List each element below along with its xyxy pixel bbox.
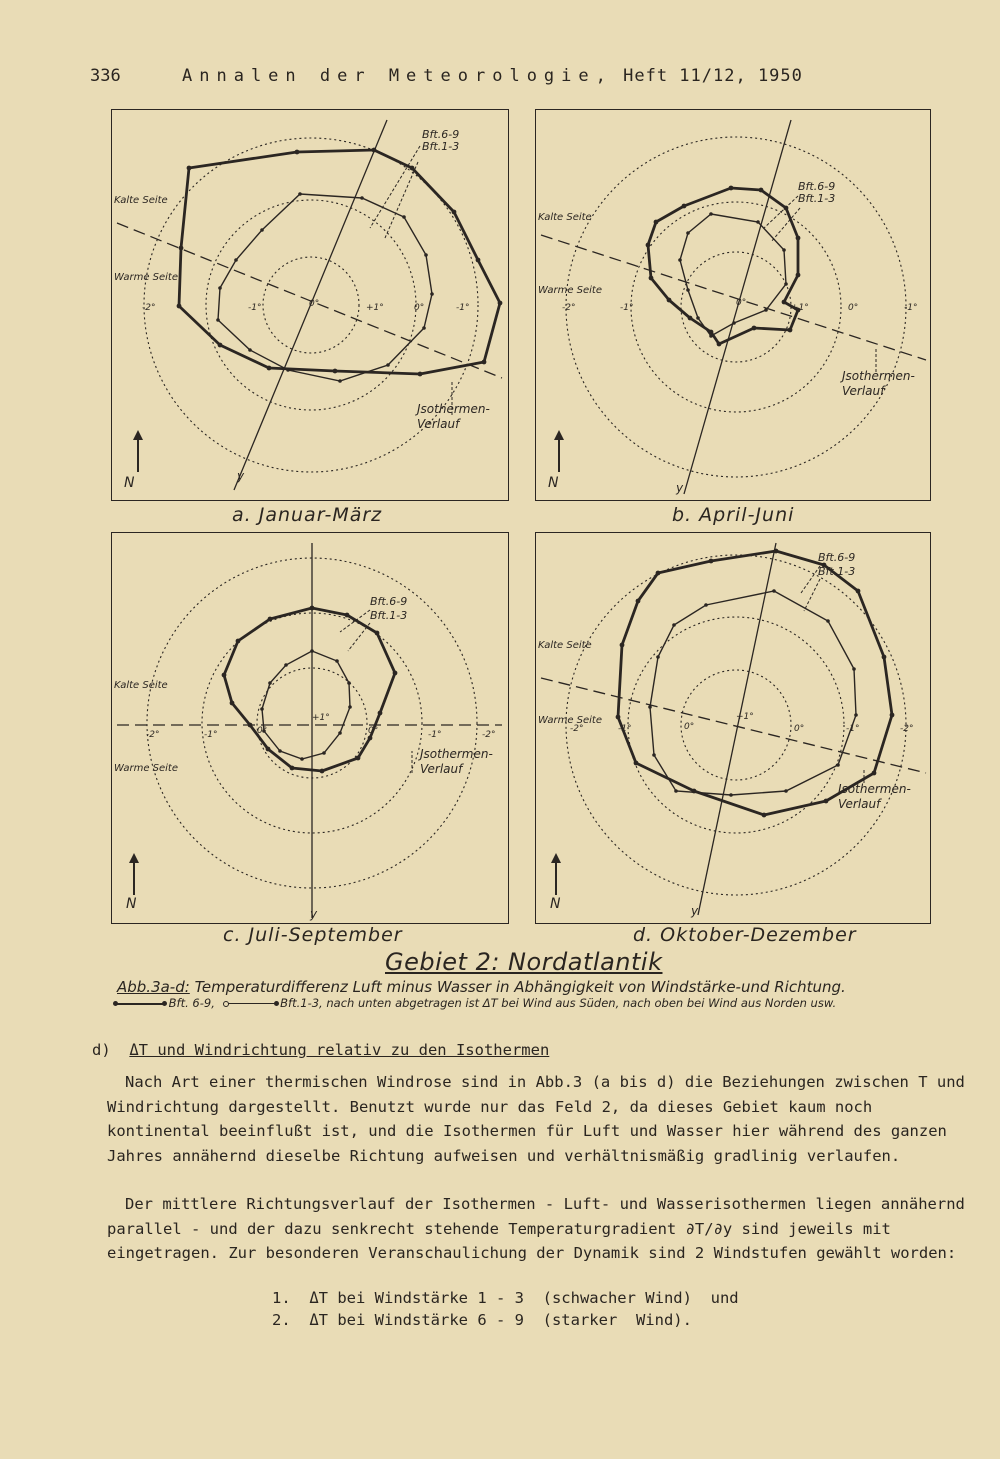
label-y-axis: y (310, 907, 318, 921)
data-point-strong (310, 606, 315, 611)
ring-tick-label: -2° (146, 730, 160, 740)
data-point-strong (796, 273, 801, 278)
data-point-weak (784, 789, 788, 793)
ring-tick-label: 0° (684, 722, 695, 732)
panel-a-caption: a. Januar-März (232, 504, 383, 526)
legend-line-strong (115, 1003, 165, 1005)
data-point-weak (278, 749, 282, 753)
data-point-strong (717, 342, 722, 347)
data-point-weak (854, 713, 858, 717)
data-point-strong (482, 360, 487, 365)
data-point-weak (648, 705, 652, 709)
data-point-strong (872, 771, 877, 776)
data-point-weak (686, 288, 690, 292)
label-bft-weak: Bft.1-3 (798, 192, 836, 205)
label-north: N (126, 896, 137, 912)
data-point-strong (709, 330, 714, 335)
data-point-strong (333, 369, 338, 374)
ring-tick-label: 0° (368, 726, 379, 736)
data-point-strong (616, 715, 621, 720)
data-point-strong (498, 301, 503, 306)
ring-tick-label: -2° (482, 730, 496, 740)
data-point-weak (310, 649, 314, 653)
ring-tick-label: -1° (248, 303, 262, 313)
data-point-weak (672, 623, 676, 627)
figure-panel-b (535, 109, 931, 501)
data-point-strong (649, 276, 654, 281)
ring-tick-label: -1° (204, 730, 218, 740)
data-point-strong (476, 258, 481, 263)
label-bft-weak: Bft.1-3 (422, 140, 460, 153)
data-point-weak (216, 318, 220, 322)
data-point-weak (732, 321, 736, 325)
ring-tick-label: +1° (736, 712, 754, 722)
series-bft-1-3 (650, 591, 856, 795)
journal-title: Annalen der Meteorologie, (182, 66, 613, 86)
label-isotherm-2: Verlauf (420, 762, 463, 776)
paragraph-2: Der mittlere Richtungsverlauf der Isothermen - Luft- und Wasserisothermen liegen annähernd parallel - und der dazu senkrecht stehende Temperaturgradient ∂T/∂y sind jeweils mit eingetragen. Zur besonderen Veranschaulichung der Dynamik sind 2 Windstufen gewählt worden: (107, 1195, 965, 1262)
data-point-strong (759, 188, 764, 193)
data-point-weak (298, 192, 302, 196)
label-bft-strong: Bft.6-9 (798, 180, 836, 193)
data-point-strong (179, 246, 184, 251)
data-point-weak (652, 753, 656, 757)
label-north: N (550, 896, 561, 912)
ring-tick-label: -2° (570, 724, 584, 734)
label-isotherm-1: Jsothermen- (842, 369, 915, 383)
data-point-strong (682, 204, 687, 209)
caption-text: Temperaturdifferenz Luft minus Wasser in Abhängigkeit von Windstärke-und Richtung. (194, 978, 846, 996)
data-point-weak (852, 667, 856, 671)
data-point-strong (654, 220, 659, 225)
data-point-strong (356, 756, 361, 761)
label-leader-line (370, 146, 420, 228)
page-number: 336 (90, 66, 121, 86)
data-point-weak (300, 757, 304, 761)
series-bft-6-9 (224, 608, 395, 771)
ring-tick-label: -1° (428, 730, 442, 740)
data-point-weak (424, 253, 428, 257)
ring-tick-label: 0° (309, 299, 320, 309)
data-point-weak (348, 705, 352, 709)
data-point-weak (338, 731, 342, 735)
data-point-weak (248, 348, 252, 352)
data-point-weak (218, 286, 222, 290)
data-point-strong (784, 206, 789, 211)
data-point-strong (320, 769, 325, 774)
label-bft-strong: Bft.6-9 (370, 595, 408, 608)
label-warm-side: Warme Seite (114, 763, 179, 774)
figure-legend (115, 996, 836, 1010)
list-number: 1. (272, 1289, 291, 1307)
data-point-weak (729, 793, 733, 797)
data-point-strong (267, 366, 272, 371)
list-item (272, 1289, 739, 1307)
data-point-weak (260, 707, 264, 711)
list-item (272, 1311, 692, 1329)
data-point-strong (375, 631, 380, 636)
region-title: Gebiet 2: Nordatlantik (385, 948, 663, 976)
series-bft-6-9 (618, 551, 892, 815)
ring-tick-label: -2° (562, 303, 576, 313)
page-header (90, 66, 803, 86)
label-isotherm-1: Jsothermen- (420, 747, 493, 761)
figure-caption (117, 978, 846, 996)
data-point-weak (284, 663, 288, 667)
label-y-axis: y (691, 904, 699, 918)
series-bft-1-3 (262, 651, 350, 759)
data-point-strong (774, 549, 779, 554)
north-arrow-icon (133, 430, 143, 440)
data-point-strong (646, 243, 651, 248)
data-point-weak (709, 212, 713, 216)
ring-tick-label: -2° (900, 724, 914, 734)
caption-label: Abb.3a-d: (117, 978, 190, 996)
label-bft-strong: Bft.6-9 (818, 551, 856, 564)
data-point-strong (368, 736, 373, 741)
section-title: ΔT und Windrichtung relativ zu den Isothermen (129, 1041, 550, 1059)
label-cold-side: Kalte Seite (114, 680, 168, 691)
data-point-weak (704, 603, 708, 607)
series-bft-1-3 (680, 214, 786, 336)
data-point-strong (762, 813, 767, 818)
label-north: N (124, 475, 135, 491)
data-point-weak (402, 215, 406, 219)
data-point-weak (656, 655, 660, 659)
ring-tick-label: +1° (312, 713, 330, 723)
ring-tick-label: -1° (620, 303, 634, 313)
data-point-weak (422, 326, 426, 330)
data-point-strong (688, 316, 693, 321)
series-bft-1-3 (218, 194, 432, 381)
north-arrow-icon (551, 853, 561, 863)
data-point-weak (782, 248, 786, 252)
data-point-strong (410, 166, 415, 171)
data-point-weak (260, 228, 264, 232)
data-point-strong (345, 613, 350, 618)
panel-c-caption: c. Juli-September (223, 924, 403, 946)
data-point-strong (236, 639, 241, 644)
data-point-strong (890, 713, 895, 718)
label-cold-side: Kalte Seite (538, 212, 592, 223)
label-bft-strong: Bft.6-9 (422, 128, 460, 141)
label-isotherm-2: Verlauf (842, 384, 885, 398)
series-bft-6-9 (179, 150, 500, 374)
issue-info: Heft 11/12, 1950 (623, 66, 803, 86)
isotherm-line (541, 235, 926, 360)
data-point-strong (824, 799, 829, 804)
ring-tick-label: +1° (791, 303, 809, 313)
data-point-strong (752, 326, 757, 331)
label-cold-side: Kalte Seite (114, 195, 168, 206)
label-isotherm-1: Jsothermen- (417, 402, 490, 416)
data-point-strong (372, 148, 377, 153)
data-point-strong (295, 150, 300, 155)
data-point-strong (796, 236, 801, 241)
data-point-strong (709, 559, 714, 564)
data-point-weak (784, 282, 788, 286)
panel-d-caption: d. Oktober-Dezember (633, 924, 857, 946)
data-point-strong (218, 343, 223, 348)
legend-weak-label: Bft.1-3, nach unten abgetragen ist ΔT bei Wind aus Süden, nach oben bei Wind aus Norden usw. (280, 996, 837, 1010)
label-y-axis: y (676, 481, 684, 495)
figure-panel-c (111, 532, 509, 924)
ring-tick-label: 0° (794, 724, 805, 734)
label-isotherm-2: Verlauf (417, 417, 460, 431)
data-point-strong (656, 571, 661, 576)
list-text: ΔT bei Windstärke 1 - 3 (schwacher Wind) und (309, 1289, 739, 1307)
data-point-weak (826, 619, 830, 623)
ring-tick-label: 0° (257, 726, 268, 736)
data-point-strong (290, 766, 295, 771)
ring-tick-label: -1° (846, 724, 860, 734)
data-point-strong (620, 643, 625, 648)
data-point-strong (729, 186, 734, 191)
data-point-weak (696, 316, 700, 320)
ring-tick-label: -1° (904, 303, 918, 313)
paragraph-1: Nach Art einer thermischen Windrose sind in Abb.3 (a bis d) die Beziehungen zwischen T und Windrichtung dargestellt. Benutzt wurde nur das Feld 2, da dieses Gebiet kaum noch kontinental beeinflußt ist, und die Isothermen für Luft und Wasser hier während des ganzen Jahres annähernd dieselbe Richtung aufweisen und verhältnismäßig gradlinig verlaufen. (107, 1073, 965, 1165)
data-point-weak (338, 379, 342, 383)
figure-panel-d (535, 532, 931, 924)
data-point-strong (452, 210, 457, 215)
ring-tick-label: -1° (618, 724, 632, 734)
data-point-strong (268, 617, 273, 622)
data-point-weak (360, 196, 364, 200)
data-point-strong (667, 298, 672, 303)
windrose-a (112, 110, 508, 500)
data-point-weak (268, 681, 272, 685)
data-point-weak (347, 681, 351, 685)
data-point-weak (678, 258, 682, 262)
windrose-d (536, 533, 930, 923)
data-point-strong (266, 747, 271, 752)
label-y-axis: y (237, 469, 245, 483)
ring-tick-label: -1° (456, 303, 470, 313)
data-point-strong (222, 673, 227, 678)
label-warm-side: Warme Seite (538, 715, 603, 726)
data-point-strong (393, 671, 398, 676)
list-number: 2. (272, 1311, 291, 1329)
ring-tick-label: +1° (366, 303, 384, 313)
legend-strong-label: Bft. 6-9, (168, 996, 215, 1010)
data-point-strong (177, 304, 182, 309)
label-isotherm-1: Jsothermen- (838, 782, 911, 796)
label-leader-line (385, 162, 418, 238)
figure-panel-a (111, 109, 509, 501)
data-point-weak (286, 368, 290, 372)
data-point-weak (322, 751, 326, 755)
data-point-strong (636, 599, 641, 604)
data-point-weak (709, 334, 713, 338)
data-point-strong (856, 589, 861, 594)
data-point-strong (248, 723, 253, 728)
ring-tick-label: 0° (414, 303, 425, 313)
section-marker: d) (92, 1041, 111, 1059)
list-text: ΔT bei Windstärke 6 - 9 (starker Wind). (309, 1311, 692, 1329)
data-point-weak (764, 308, 768, 312)
ring-tick-label: 0° (736, 298, 747, 308)
windrose-b (536, 110, 930, 500)
data-point-weak (386, 363, 390, 367)
north-arrow-icon (554, 430, 564, 440)
data-point-strong (882, 655, 887, 660)
data-point-weak (836, 763, 840, 767)
data-point-strong (788, 328, 793, 333)
data-point-strong (782, 300, 787, 305)
legend-line-weak (225, 1003, 277, 1004)
data-point-strong (634, 761, 639, 766)
label-warm-side: Warme Seite (538, 285, 603, 296)
data-point-strong (378, 711, 383, 716)
data-point-weak (430, 292, 434, 296)
data-point-strong (230, 701, 235, 706)
data-point-weak (686, 231, 690, 235)
data-point-weak (234, 258, 238, 262)
data-point-strong (418, 372, 423, 377)
windrose-c (112, 533, 508, 923)
label-north: N (548, 475, 559, 491)
section-heading (92, 1041, 549, 1059)
isoline-circle-1 (681, 670, 791, 780)
data-point-strong (187, 166, 192, 171)
north-arrow-icon (129, 853, 139, 863)
series-bft-6-9 (648, 188, 798, 344)
label-cold-side: Kalte Seite (538, 640, 592, 651)
label-bft-weak: Bft.1-3 (818, 565, 856, 578)
label-warm-side: Warme Seite (114, 272, 179, 283)
label-bft-weak: Bft.1-3 (370, 609, 408, 622)
data-point-strong (692, 789, 697, 794)
data-point-weak (756, 220, 760, 224)
ring-tick-label: 0° (848, 303, 859, 313)
isoline-circle-2 (628, 617, 844, 833)
label-leader-line (771, 208, 800, 242)
label-isotherm-2: Verlauf (838, 797, 881, 811)
data-point-weak (674, 789, 678, 793)
data-point-weak (772, 589, 776, 593)
data-point-weak (335, 659, 339, 663)
ring-tick-label: -2° (142, 303, 156, 313)
panel-b-caption: b. April-Juni (672, 504, 795, 526)
label-leader-line (348, 623, 370, 651)
label-leader-line (804, 579, 820, 611)
